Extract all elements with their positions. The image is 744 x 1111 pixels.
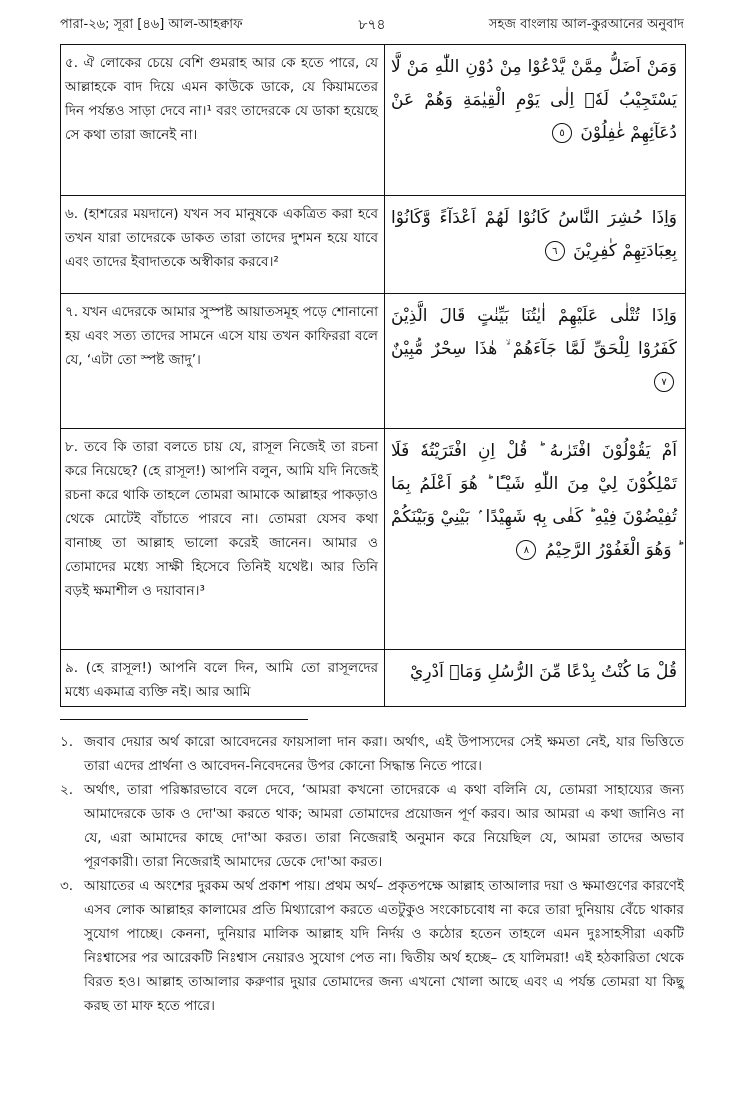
bangla-translation: ৬. (হাশরের ময়দানে) যখন সব মানুষকে একত্রিত করা হবে তখন যারা তাদেরকে ডাকত তারা তাদের দুশমন হয়ে যাবে এবং তাদের ইবাদাতকে অস্বীকার করবে।² <box>61 196 385 293</box>
footnote-item <box>60 730 684 778</box>
bangla-translation: ৫. ঐ লোকের চেয়ে বেশি গুমরাহ আর কে হতে পারে, যে আল্লাহকে বাদ দিয়ে এমন কাউকে ডাকে, যে কিয়ামতের দিন পর্যন্তও সাড়া দেবে না।¹ বরং তাদেরকে যে ডাকা হয়েছে সে কথা তারা জানেই না। <box>61 45 385 195</box>
header-surah-info: পারা-২৬; সূরা [৪৬] আল-আহক্বাফ <box>60 16 243 32</box>
translation-table <box>60 44 686 707</box>
verse-row-6 <box>61 196 685 294</box>
page-number: ৮৭৪ <box>358 17 386 33</box>
arabic-verse <box>385 45 685 195</box>
footnote-divider <box>60 719 308 720</box>
verse-row-9 <box>61 650 685 706</box>
arabic-text: قُلْ مَا كُنْتُ بِدْعًا مِّنَ الرُّسُلِ وَمَاۤ اَدْرِيْ <box>410 662 677 682</box>
footnote-item <box>60 778 684 874</box>
arabic-text: اَمْ يَقُوْلُوْنَ افْتَرٰىهُ ؕ قُلْ اِنِ افْتَرَيْتُهٗ فَلَا تَمْلِكُوْنَ لِيْ مِنَ اللّٰهِ شَيْـًٔا ؕ هُوَ اَعْلَمُ بِمَا تُفِيْضُوْنَ فِيْهِ ؕ كَفٰى بِهٖ شَهِيْدًا ۢ بَيْنِيْ وَبَيْنَكُمْ ؕ وَهُوَ الْغَفُوْرُ الرَّحِيْمُ <box>391 441 677 560</box>
footnotes <box>60 730 684 1018</box>
arabic-text: وَاِذَا حُشِرَ النَّاسُ كَانُوْا لَهُمْ اَعْدَآءً وَّكَانُوْا بِعِبَادَتِهِمْ كٰفِرِيْنَ <box>391 208 677 261</box>
ayah-number-marker: ٦ <box>545 241 565 261</box>
arabic-text: وَمَنْ اَضَلُّ مِمَّنْ يَّدْعُوْا مِنْ دُوْنِ اللّٰهِ مَنْ لَّا يَسْتَجِيْبُ لَهٗۤ اِلٰى يَوْمِ الْقِيٰمَةِ وَهُمْ عَنْ دُعَآئِهِمْ غٰفِلُوْنَ <box>391 57 677 143</box>
header-book-title: সহজ বাংলায় আল-কুরআনের অনুবাদ <box>488 16 684 32</box>
arabic-text: وَاِذَا تُتْلٰى عَلَيْهِمْ اٰيٰتُنَا بَيِّنٰتٍ قَالَ الَّذِيْنَ كَفَرُوْا لِلْحَقِّ لَمَّا جَآءَهُمْ ۙ هٰذَا سِحْرٌ مُّبِيْنٌ <box>391 306 677 359</box>
footnote-item <box>60 874 684 1018</box>
ayah-number-marker: ٧ <box>654 372 674 392</box>
arabic-verse <box>385 429 685 649</box>
arabic-verse <box>385 650 685 706</box>
bangla-translation: ৮. তবে কি তারা বলতে চায় যে, রাসূল নিজেই তা রচনা করে নিয়েছে? (হে রাসূল!) আপনি বলুন, আমি যদি নিজেই রচনা করে থাকি তাহলে তোমরা আমাকে আল্লাহর পাকড়াও থেকে মোটেই বাঁচাতে পারবে না। তোমরা যেসব কথা বানাচ্ছ তা আল্লাহ ভালো করেই জানেন। আমার ও তোমাদের মধ্যে সাক্ষী হিসেবে তিনিই যথেষ্ট। আর তিনি বড়ই ক্ষমাশীল ও দয়াবান।³ <box>61 429 385 649</box>
footnote-text: আয়াতের এ অংশের দুরকম অর্থ প্রকাশ পায়। প্রথম অর্থ– প্রকৃতপক্ষে আল্লাহ তাআলার দয়া ও ক্ষমাগুণের কারণেই এসব লোক আল্লাহর কালামের প্রতি মিথ্যারোপ করতে এতটুকুও সংকোচবোধ না করে তারা দুনিয়ায় বেঁচে থাকার সুযোগ পাচ্ছে। কেননা, দুনিয়ার মালিক আল্লাহ যদি নির্দয় ও কঠোর হতেন তাহলে এমন দুঃসাহসীরা একটি নিঃশ্বাসের পর আরেকটি নিঃশ্বাস নেয়ারও সুযোগ পেত না। দ্বিতীয় অর্থ হচ্ছে– হে যালিমরা! এই হঠকারিতা থেকে বিরত হও। আল্লাহ তাআলার করুণার দুয়ার তোমাদের জন্য এখনো খোলা আছে এবং এ পর্যন্ত তোমরা যা কিছু করছ তা মাফ হতে পারে। <box>84 878 684 1014</box>
footnote-number: ১. <box>60 734 74 750</box>
arabic-verse <box>385 196 685 293</box>
ayah-number-marker: ٨ <box>516 540 536 560</box>
ayah-number-marker: ٥ <box>552 123 572 143</box>
verse-row-5 <box>61 45 685 196</box>
bangla-translation: ৯. (হে রাসূল!) আপনি বলে দিন, আমি তো রাসূলদের মধ্যে একমাত্র ব্যক্তি নই। আর আমি <box>61 650 385 706</box>
verse-row-8 <box>61 429 685 650</box>
footnote-number: ৩. <box>60 878 74 894</box>
footnote-number: ২. <box>60 782 74 798</box>
footnote-text: অর্থাৎ, তারা পরিষ্কারভাবে বলে দেবে, ‘আমরা কখনো তাদেরকে এ কথা বলিনি যে, তোমরা সাহায্যের জন্য আমাদেরকে ডাক ও দো'আ করতে থাক; আমরা তোমাদের প্রয়োজন পূর্ণ করব। আর আমরা এ কথা জানিও না যে, এরা আমাদের কাছে দো'আ করত। তারা নিজেরাই অনুমান করে নিয়েছিল যে, আমরা তাদের অভাব পূরণকারী। তারা নিজেরাই আমাদের ডেকে দো'আ করত। <box>84 782 684 870</box>
bangla-translation: ৭. যখন এদেরকে আমার সুস্পষ্ট আয়াতসমূহ পড়ে শোনানো হয় এবং সত্য তাদের সামনে এসে যায় তখন কাফিররা বলে যে, ‘এটা তো স্পষ্ট জাদু’। <box>61 294 385 428</box>
page-header <box>60 8 684 42</box>
footnote-text: জবাব দেয়ার অর্থ কারো আবেদনের ফায়সালা দান করা। অর্থাৎ, এই উপাস্যদের সেই ক্ষমতা নেই, যার ভিত্তিতে তারা এদের প্রার্থনা ও আবেদন-নিবেদনের উপর কোনো সিদ্ধান্ত নিতে পারে। <box>84 734 684 774</box>
verse-row-7 <box>61 294 685 429</box>
arabic-verse <box>385 294 685 428</box>
